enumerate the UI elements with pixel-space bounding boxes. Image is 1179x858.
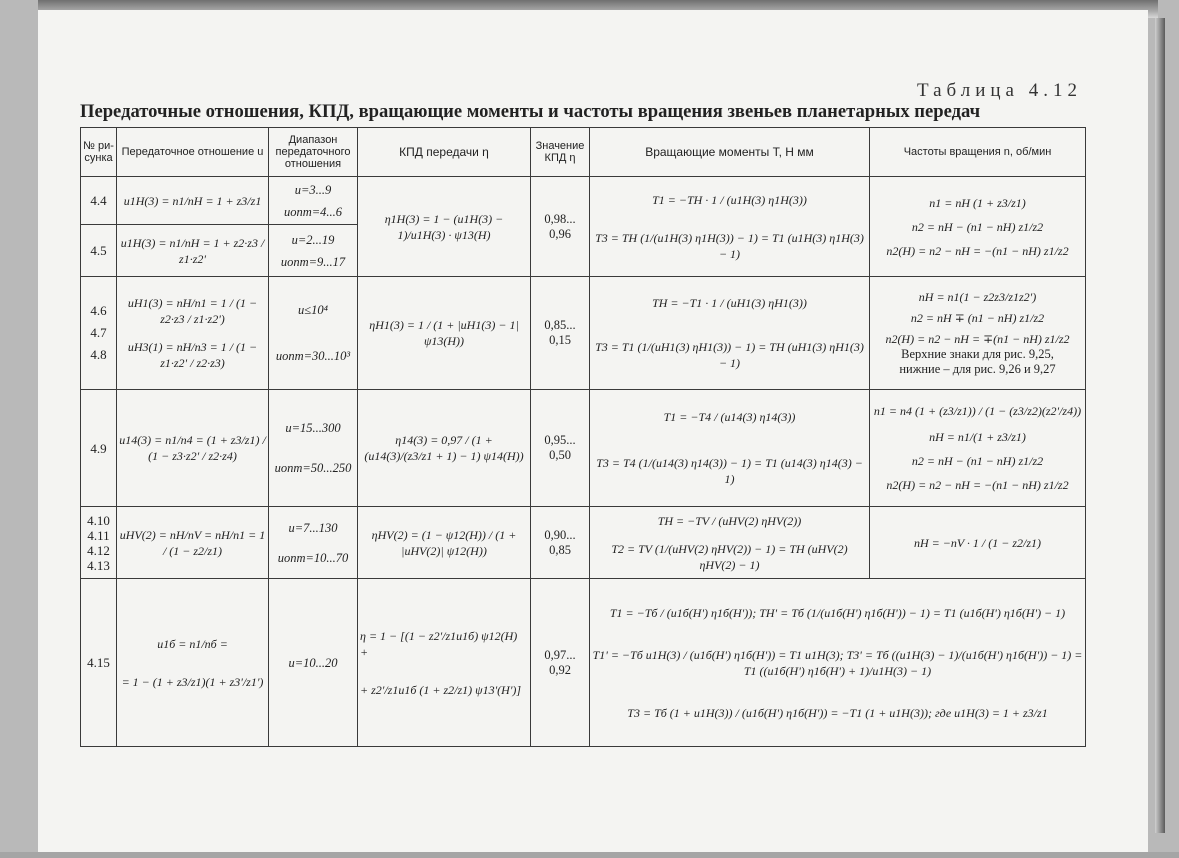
speed-formulas bbox=[870, 390, 1086, 507]
eff-value-to: 0,50 bbox=[549, 448, 571, 462]
torque-formula: T2 = TV (1/(uHV(2) ηHV(2)) − 1) = TH (uHV(2) ηHV(2) − 1) bbox=[611, 541, 848, 572]
ratio-range bbox=[269, 507, 358, 579]
efficiency-formula: + z2'/z1u1б (1 + z2/z1) ψ13'(H')] bbox=[360, 682, 522, 697]
ratio-formula: uH1(3) = nH/n1 = 1 / (1 − z2·z3 / z1·z2') bbox=[127, 296, 258, 326]
torque-formula: T1 = −Tб / (u1б(H') η1б(H')); TH' = Tб (1/(u1б(H') η1б(H')) − 1) = T1 (u1б(H') η1б(H') − 1) bbox=[609, 605, 1066, 620]
table-row bbox=[81, 177, 1086, 225]
scan-right-edge bbox=[1155, 18, 1165, 833]
torque-formula: T1 = −TH · 1 / (u1H(3) η1H(3)) bbox=[652, 192, 807, 207]
torque-formula: T3 = Tб (1 + u1H(3)) / (u1б(H') η1б(H')) = −T1 (1 + u1H(3)); где u1H(3) = 1 + z3/z1 bbox=[627, 705, 1048, 720]
header-ratio: Передаточное отношение u bbox=[117, 128, 269, 177]
fig-number: 4.8 bbox=[90, 347, 107, 362]
ratio-formula: uHV(2) = nH/nV = nH/n1 = 1 / (1 − z2/z1) bbox=[117, 507, 269, 579]
header-torques: Вращающие моменты T, Н мм bbox=[590, 128, 870, 177]
fig-number: 4.10 bbox=[87, 512, 110, 528]
eff-value-to: 0,15 bbox=[549, 333, 571, 347]
fig-number: 4.15 bbox=[81, 579, 117, 747]
efficiency-value bbox=[531, 390, 590, 507]
range-value: u=2...19 bbox=[291, 232, 335, 247]
speed-formula: n1 = nH (1 + z3/z1) bbox=[929, 195, 1026, 210]
torque-formula: T1' = −Tб u1H(3) / (u1б(H') η1б(H')) = T1 u1H(3); T3' = Tб ((u1H(3) − 1)/(u1б(H') η1б(H')) − 1) = T1 ((u1б(H') η1б(H') + 1)/u1H(3) − 1) bbox=[592, 647, 1083, 678]
header-row bbox=[81, 128, 1086, 177]
efficiency-value bbox=[531, 177, 590, 277]
efficiency-value bbox=[531, 579, 590, 747]
ratio-range bbox=[269, 390, 358, 507]
efficiency-formula: η = 1 − [(1 − z2'/z1u1б) ψ12(H) + bbox=[360, 628, 518, 659]
torque-formula: T3 = T4 (1/(u14(3) η14(3)) − 1) = T1 (u14(3) η14(3) − 1) bbox=[596, 456, 863, 486]
fig-number: 4.6 bbox=[90, 303, 107, 318]
range-value: u=3...9 bbox=[294, 182, 332, 197]
range-optimal: uопт=10...70 bbox=[277, 550, 349, 565]
fig-number: 4.11 bbox=[87, 527, 110, 543]
torque-formula: T3 = TH (1/(u1H(3) η1H(3)) − 1) = T1 (u1H(3) η1H(3) − 1) bbox=[595, 230, 864, 261]
efficiency-formulas bbox=[358, 579, 531, 747]
sign-note: Верхние знаки для рис. 9,25, bbox=[901, 347, 1054, 361]
header-eff-value: Значение КПД η bbox=[531, 128, 590, 177]
table-row bbox=[81, 579, 1086, 747]
range-optimal: uопт=50...250 bbox=[274, 461, 352, 475]
ratio-formula: u1б = n1/nб = bbox=[157, 636, 228, 651]
table-row bbox=[81, 390, 1086, 507]
speed-formula: n2 = nH ∓ (n1 − nH) z1/z2 bbox=[910, 311, 1045, 325]
table-row bbox=[81, 507, 1086, 579]
range-value: u=7...130 bbox=[288, 520, 338, 535]
range-optimal: uопт=30...10³ bbox=[275, 349, 351, 363]
fig-number: 4.13 bbox=[87, 557, 110, 573]
ratio-formula: = 1 − (1 + z3/z1)(1 + z3'/z1') bbox=[121, 674, 264, 689]
header-range: Диапазон передаточного отношения bbox=[269, 128, 358, 177]
torque-formulas bbox=[590, 177, 870, 277]
speed-formulas bbox=[870, 177, 1086, 277]
sign-note: нижние – для рис. 9,26 и 9,27 bbox=[899, 362, 1056, 376]
speed-formula: nH = n1/(1 + z3/z1) bbox=[929, 430, 1026, 444]
fig-numbers bbox=[81, 277, 117, 390]
speed-formula: nH = −nV · 1 / (1 − z2/z1) bbox=[870, 507, 1086, 579]
speed-formula: n2(H) = n2 − nH = −(n1 − nH) z1/z2 bbox=[886, 478, 1069, 492]
speed-formulas bbox=[870, 277, 1086, 390]
torque-formula: TH = −T1 · 1 / (uH1(3) ηH1(3)) bbox=[652, 296, 807, 310]
ratio-range bbox=[269, 177, 358, 225]
torque-formula: T1 = −T4 / (u14(3) η14(3)) bbox=[663, 410, 796, 424]
ratio-formula: uH3(1) = nH/n3 = 1 / (1 − z1·z2' / z2·z3) bbox=[127, 340, 258, 370]
ratio-range: u=10...20 bbox=[269, 579, 358, 747]
efficiency-value bbox=[531, 507, 590, 579]
ratio-formula: u1H(3) = n1/nH = 1 + z3/z1 bbox=[117, 177, 269, 225]
header-efficiency: КПД передачи η bbox=[358, 128, 531, 177]
range-optimal: uопт=4...6 bbox=[283, 204, 343, 219]
range-value: u≤10⁴ bbox=[298, 303, 328, 317]
fig-number: 4.12 bbox=[87, 542, 110, 558]
speed-formula: n2(H) = n2 − nH = ∓(n1 − nH) z1/z2 bbox=[885, 332, 1070, 346]
efficiency-formula: ηH1(3) = 1 / (1 + |uH1(3) − 1| ψ13(H)) bbox=[358, 277, 531, 390]
ratio-range bbox=[269, 277, 358, 390]
eff-value-from: 0,97... bbox=[544, 647, 576, 662]
torque-formulas-wide bbox=[590, 579, 1086, 747]
fig-number: 4.5 bbox=[81, 225, 117, 277]
page-title: Передаточные отношения, КПД, вращающие моменты и частоты вращения звеньев планетарных передач bbox=[80, 101, 981, 122]
eff-value-from: 0,95... bbox=[544, 433, 576, 447]
torque-formula: TH = −TV / (uHV(2) ηHV(2)) bbox=[657, 513, 802, 528]
eff-value-from: 0,90... bbox=[544, 527, 576, 542]
eff-value-from: 0,98... bbox=[544, 211, 576, 226]
eff-value-to: 0,92 bbox=[549, 662, 571, 677]
ratio-formula: u14(3) = n1/n4 = (1 + z3/z1) / (1 − z3·z2' / z2·z4) bbox=[117, 390, 269, 507]
table-label: Таблица 4.12 bbox=[916, 80, 1082, 101]
torque-formulas bbox=[590, 507, 870, 579]
ratio-formulas bbox=[117, 579, 269, 747]
fig-number: 4.9 bbox=[81, 390, 117, 507]
speed-formula: nH = n1(1 − z2z3/z1z2') bbox=[918, 290, 1037, 304]
torque-formulas bbox=[590, 390, 870, 507]
torque-formula: T3 = T1 (1/(uH1(3) ηH1(3)) − 1) = TH (uH1(3) ηH1(3) − 1) bbox=[595, 340, 864, 370]
table-row bbox=[81, 277, 1086, 390]
range-value: u=15...300 bbox=[285, 421, 341, 435]
speed-formula: n2 = nH − (n1 − nH) z1/z2 bbox=[911, 219, 1044, 234]
speed-formula: n2 = nH − (n1 − nH) z1/z2 bbox=[911, 454, 1044, 468]
ratio-formula: u1H(3) = n1/nH = 1 + z2·z3 / z1·z2' bbox=[117, 225, 269, 277]
range-optimal: uопт=9...17 bbox=[280, 254, 346, 269]
efficiency-formula: η1H(3) = 1 − (u1H(3) − 1)/u1H(3) · ψ13(H) bbox=[358, 177, 531, 277]
eff-value-from: 0,85... bbox=[544, 318, 576, 332]
torque-formulas bbox=[590, 277, 870, 390]
fig-number: 4.7 bbox=[90, 325, 107, 340]
fig-numbers bbox=[81, 507, 117, 579]
header-speeds: Частоты вращения n, об/мин bbox=[870, 128, 1086, 177]
eff-value-to: 0,96 bbox=[549, 226, 571, 241]
efficiency-formula: ηHV(2) = (1 − ψ12(H)) / (1 + |uHV(2)| ψ12(H)) bbox=[358, 507, 531, 579]
ratio-formulas bbox=[117, 277, 269, 390]
speed-formula: n1 = n4 (1 + (z3/z1)) / (1 − (z3/z2)(z2'/z4)) bbox=[873, 404, 1082, 418]
scan-bottom-edge bbox=[0, 852, 1179, 858]
fig-number: 4.4 bbox=[81, 177, 117, 225]
speed-formula: n2(H) = n2 − nH = −(n1 − nH) z1/z2 bbox=[886, 243, 1069, 258]
eff-value-to: 0,85 bbox=[549, 542, 571, 557]
ratio-range bbox=[269, 225, 358, 277]
efficiency-value bbox=[531, 277, 590, 390]
efficiency-formula: η14(3) = 0,97 / (1 + (u14(3)/(z3/z1 + 1) − 1) ψ14(H)) bbox=[358, 390, 531, 507]
header-fig-no: № ри- сунка bbox=[81, 128, 117, 177]
transmission-table bbox=[80, 127, 1086, 747]
